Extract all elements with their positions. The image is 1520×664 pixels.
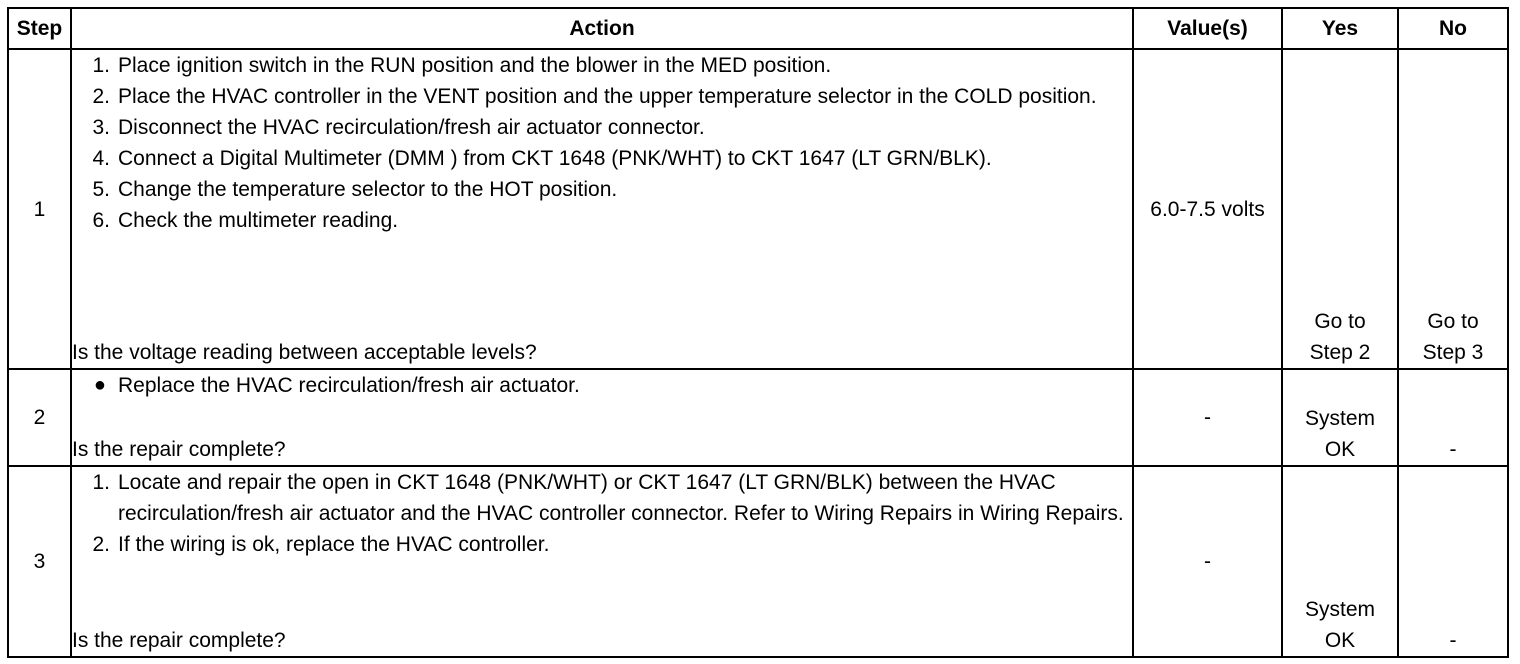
- step-number: 2: [8, 369, 71, 466]
- yes-line: OK: [1324, 437, 1356, 461]
- header-no: No: [1398, 8, 1508, 49]
- action-step: 6. Check the multimeter reading.: [92, 209, 399, 232]
- value-cell: -: [1133, 466, 1282, 657]
- action-bullet: ● Replace the HVAC recirculation/fresh air actuator.: [72, 370, 1132, 401]
- no-cell: [1398, 49, 1508, 369]
- action-cell: [71, 466, 1133, 657]
- yes-line: Go to: [1314, 310, 1366, 334]
- action-steps: [72, 467, 1132, 560]
- action-question: Is the repair complete?: [72, 629, 286, 652]
- no-cell: -: [1398, 369, 1508, 466]
- header-values: Value(s): [1133, 8, 1282, 49]
- step-number: 3: [8, 466, 71, 657]
- yes-cell: [1282, 466, 1398, 657]
- action-bullets: [72, 370, 1132, 401]
- yes-cell: [1282, 49, 1398, 369]
- action-cell: [71, 369, 1133, 466]
- action-step: 1. Place ignition switch in the RUN position and the blower in the MED position.: [92, 54, 832, 77]
- yes-line: System: [1304, 598, 1375, 621]
- value-cell: 6.0-7.5 volts: [1133, 49, 1282, 369]
- action-step: 2. Place the HVAC controller in the VENT position and the upper temperature selector in the COLD position.: [92, 85, 1097, 108]
- diagnostic-table: [7, 7, 1509, 658]
- step-number: 1: [8, 49, 71, 369]
- action-steps: [72, 50, 1132, 236]
- yes-line: System: [1304, 406, 1375, 430]
- yes-cell: [1282, 369, 1398, 466]
- yes-line: Step 2: [1309, 341, 1371, 365]
- action-question: Is the voltage reading between acceptable levels?: [72, 341, 537, 365]
- table-row: [8, 49, 1508, 369]
- yes-line: OK: [1324, 629, 1356, 652]
- action-step: 5. Change the temperature selector to the HOT position.: [92, 178, 618, 201]
- action-step: 4. Connect a Digital Multimeter (DMM ) from CKT 1648 (PNK/WHT) to CKT 1647 (LT GRN/BLK).: [92, 147, 992, 170]
- action-step: 2. If the wiring is ok, replace the HVAC controller.: [92, 532, 550, 556]
- header-yes: Yes: [1282, 8, 1398, 49]
- no-line: Step 3: [1422, 341, 1484, 365]
- header-step: Step: [8, 8, 71, 49]
- header-action: Action: [71, 8, 1133, 49]
- no-line: Go to: [1427, 310, 1479, 334]
- action-step: 1. Locate and repair the open in CKT 1648 (PNK/WHT) or CKT 1647 (LT GRN/BLK) between the HVAC recirculation/fresh air actuator and the HVAC controller connector. Refer to Wiring Repairs in Wiring Repairs.: [92, 470, 1124, 525]
- header-row: [8, 8, 1508, 49]
- value-cell: -: [1133, 369, 1282, 466]
- action-question: Is the repair complete?: [72, 437, 286, 461]
- no-cell: -: [1398, 466, 1508, 657]
- action-cell: [71, 49, 1133, 369]
- action-step: 3. Disconnect the HVAC recirculation/fresh air actuator connector.: [92, 116, 705, 139]
- bullet-icon: ●: [93, 374, 106, 397]
- table-row: [8, 369, 1508, 466]
- table-row: [8, 466, 1508, 657]
